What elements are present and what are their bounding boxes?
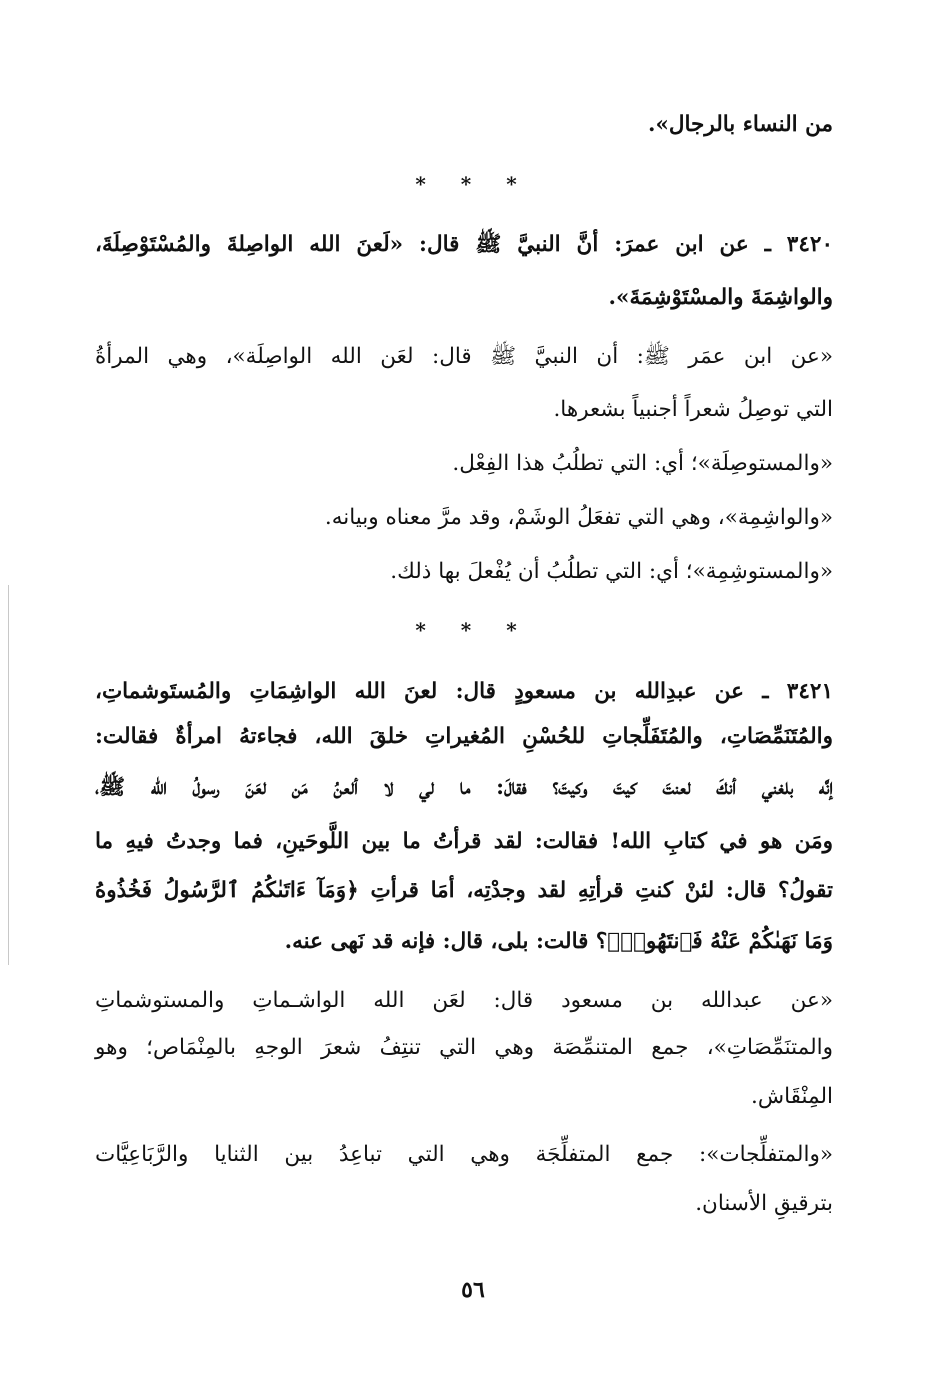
commentary-line-3: «والمستوصِلَة»؛ أي: التي تطلُبُ هذا الفِعْل.	[452, 451, 833, 476]
hadith-3420-line-2: والواشِمَةَ والمسْتَوْشِمَةَ».	[608, 285, 833, 310]
commentary-line-7: والمتنَمِّصَاتِ»، جمع المتنمِّصَة وهي التي تنتِفُ شعرَ الوجهِ بالمِنْمَاص؛ وهو	[95, 1035, 833, 1060]
commentary-line-6: «عن عبدالله بن مسعود قال: لعَن الله الواشـماتِ والمستوشماتِ	[95, 988, 833, 1013]
page-number: ٥٦	[461, 1277, 485, 1303]
hadith-3421-line-1: ٣٤٢١ ـ عن عبدِالله بن مسعودٍ قال: لعنَ الله الواشِمَاتِ والمُستَوشماتِ،	[95, 679, 833, 704]
hadith-3421-line-3: إنَّه بلغني أنكَ لعنتَ كيتَ وكيتَ؟ فقالَ: ما لي لا ألعنُ مَن لعَنَ رسولُ الله ﷺ،	[95, 775, 833, 800]
section-separator-2: * * *	[415, 618, 531, 642]
commentary-line-2: التي توصِلُ شعراً أجنبياً بشعرها.	[553, 397, 833, 422]
commentary-line-9: «والمتفلِّجات»: جمع المتفلِّجَة وهي التي تباعِدُ بين الثنايا والرَّبَاعِيَّات	[95, 1142, 833, 1167]
hadith-3421-line-6: وَمَا نَهَىٰكُمْ عَنْهُ فَٱنتَهُوا۟﴾؟ قالت: بلى، قال: فإنه قد نَهى عنه.	[284, 929, 833, 954]
section-separator-1: * * *	[415, 172, 531, 196]
commentary-line-1: «عن ابن عمَر ﷺ: أن النبيَّ ﷺ قال: لعَن الله الواصِلَة»، وهي المرأةُ	[95, 344, 833, 369]
scan-edge-line	[8, 585, 9, 965]
commentary-line-10: بترقيقِ الأسنان.	[695, 1191, 833, 1216]
commentary-line-4: «والواشِمِة»، وهي التي تفعَلُ الوشَمْ، وقد مرَّ معناه وبيانه.	[324, 505, 833, 530]
hadith-3421-line-4: ومَن هو في كتابِ الله! فقالت: لقد قرأتُ ما بين اللَّوحَينِ، فما وجدتُ فيهِ ما	[95, 829, 833, 854]
commentary-line-8: المِنْقَاش.	[751, 1084, 833, 1109]
hadith-3420-line-1: ٣٤٢٠ ـ عن ابن عمرَ: أنَّ النبيَّ ﷺ قال: «لَعنَ الله الواصِلةَ والمُسْتَوْصِلَةَ،	[95, 232, 833, 257]
text-line-1: من النساء بالرجال».	[647, 112, 833, 137]
commentary-line-5: «والمستوشِمِة»؛ أي: التي تطلُبُ أن يُفْعلَ بها ذلك.	[390, 559, 833, 584]
hadith-3421-line-2: والمُتَنَمِّصَاتِ، والمُتَفَلِّجاتِ للحُسْنِ المُغيراتِ خلقَ الله، فجاءتهُ امرأةٌ فقالت:	[95, 724, 833, 749]
hadith-3421-line-5: تقولُ؟ قال: لئنْ كنتِ قرأتِهِ لقد وجدْتِه، أمَا قرأتِ ﴿وَمَآ ءَاتَىٰكُمُ ٱلرَّسُولُ فَخُذُوهُ	[95, 878, 833, 903]
